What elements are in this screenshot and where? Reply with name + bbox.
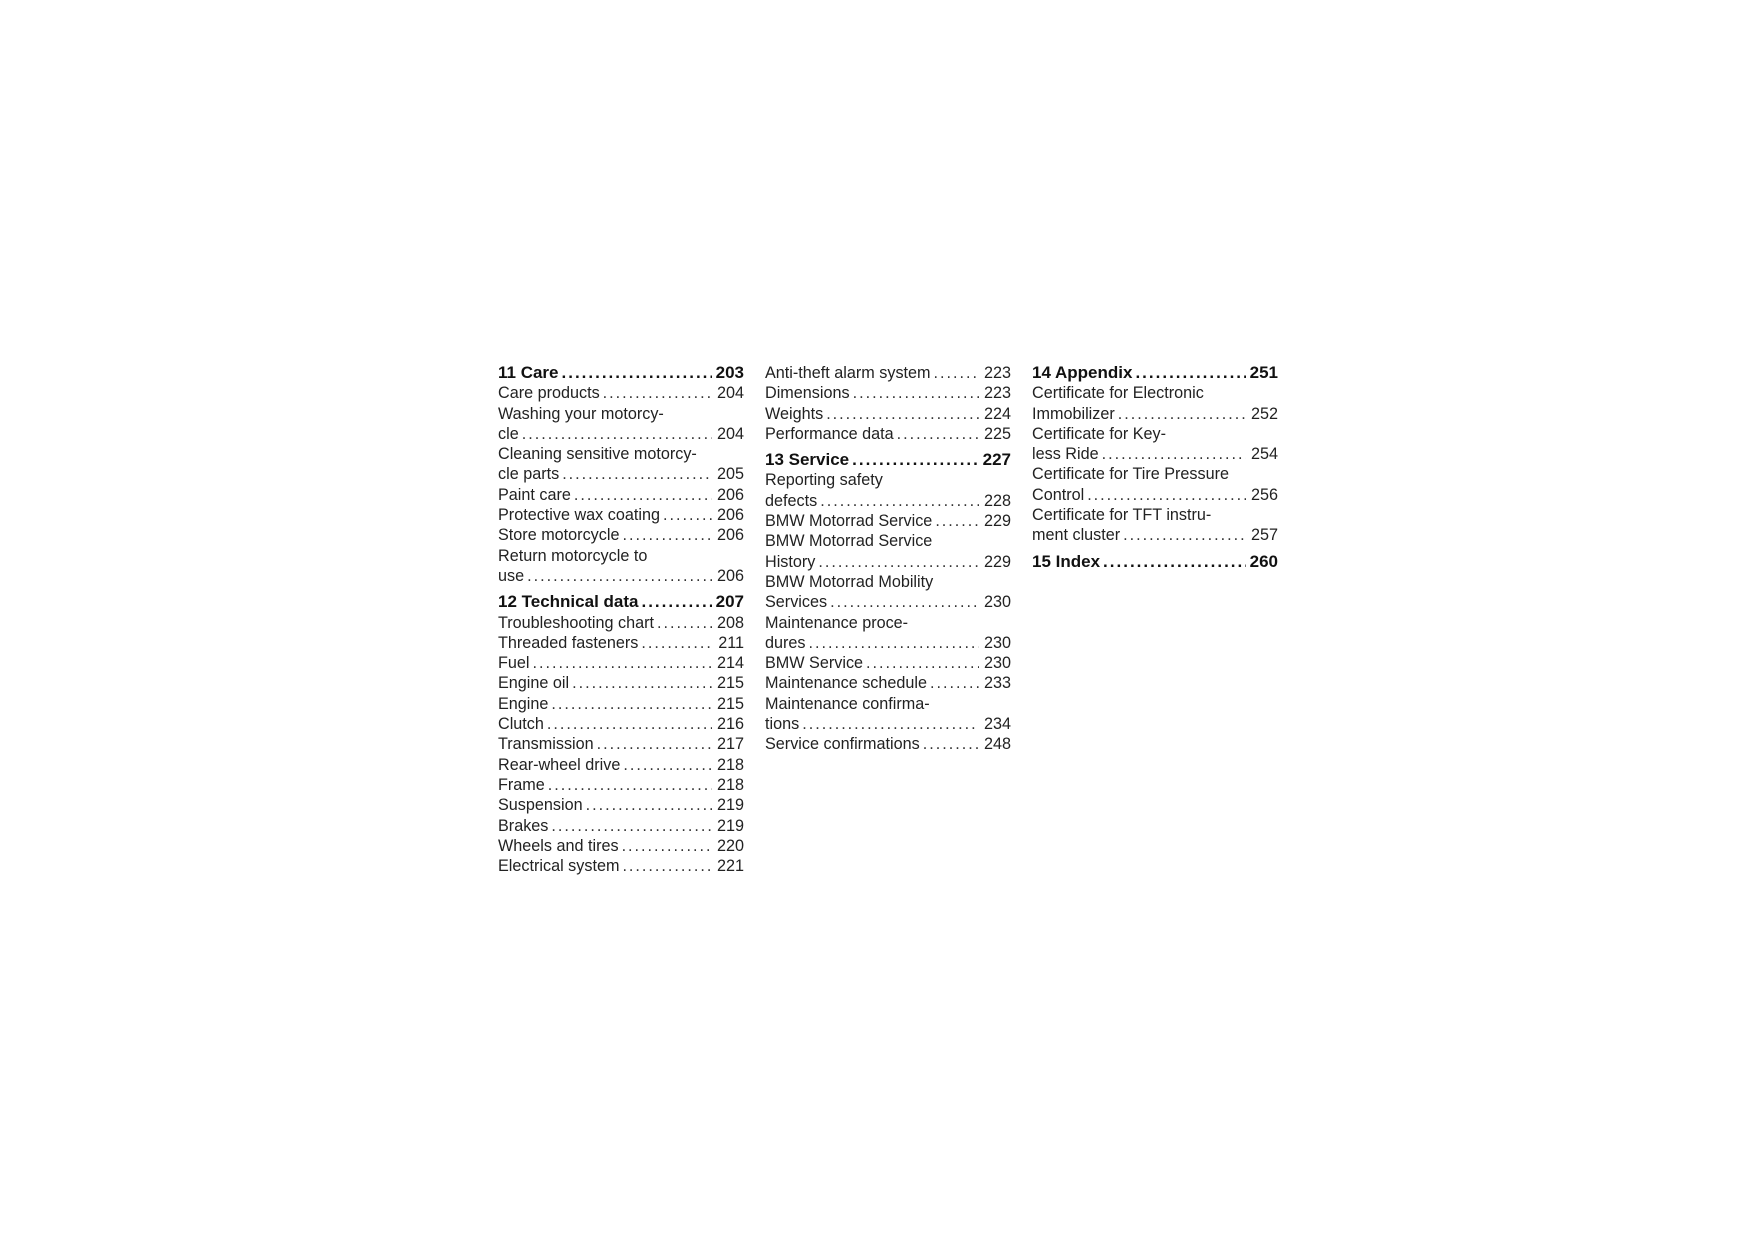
toc-entry-line: [1032, 525, 1278, 545]
toc-entry: [1032, 424, 1278, 465]
toc-page-number: 225: [983, 424, 1011, 443]
toc-entry-line: [765, 383, 1011, 403]
toc-entry-line: [765, 694, 1011, 714]
dot-leader: [533, 653, 713, 673]
dot-leader: [562, 363, 712, 383]
dot-leader: [572, 673, 712, 693]
toc-entry: [498, 505, 744, 525]
toc-entry: [765, 734, 1011, 754]
dot-leader: [622, 856, 712, 876]
toc-entry-title: Anti-theft alarm system: [765, 364, 931, 382]
toc-entry-line: [498, 856, 744, 876]
toc-entry-line: [1032, 485, 1278, 505]
toc-entry: [498, 383, 744, 403]
toc-entry-line: [765, 613, 1011, 633]
toc-entry-line: [498, 673, 744, 693]
toc-entry-title: Washing your motorcy-: [498, 404, 664, 423]
toc-entry: [765, 363, 1011, 383]
toc-page-number: 230: [983, 593, 1011, 612]
toc-entry-title: BMW Motorrad Service: [765, 532, 933, 551]
toc-page-number: 233: [983, 674, 1011, 693]
toc-page-number: 204: [716, 424, 744, 443]
dot-leader: [641, 633, 712, 653]
toc-entry: [765, 673, 1011, 693]
toc-entry-title: BMW Service: [765, 654, 864, 673]
toc-entry: [765, 404, 1011, 424]
toc-entry: [765, 424, 1011, 444]
toc-page-number: 205: [716, 465, 744, 484]
dot-leader: [1087, 485, 1246, 505]
toc-entry-line: [498, 592, 744, 612]
toc-page-number: 215: [716, 694, 744, 713]
dot-leader: [930, 673, 979, 693]
toc-page-number: 211: [718, 633, 744, 652]
toc-page-number: 251: [1249, 363, 1278, 382]
toc-page-number: 227: [982, 450, 1011, 470]
toc-entry-line: [765, 450, 1011, 470]
dot-leader: [923, 734, 979, 754]
toc-entry: [498, 653, 744, 673]
toc-entry-line: [765, 511, 1011, 531]
toc-entry-line: [498, 546, 744, 566]
dot-leader: [657, 613, 712, 633]
toc-entry: [498, 856, 744, 876]
dot-leader: [547, 714, 712, 734]
dot-leader: [522, 424, 712, 444]
toc-entry-line: [498, 694, 744, 714]
toc-chapter-heading: [1032, 552, 1278, 572]
toc-page-number: 217: [716, 735, 744, 754]
dot-leader: [820, 491, 979, 511]
toc-page-number: 223: [983, 364, 1011, 382]
toc-entry-line: [765, 404, 1011, 424]
toc-entry-title: Weights: [765, 404, 824, 423]
dot-leader: [853, 383, 979, 403]
toc-page-number: 206: [716, 485, 744, 504]
toc-entry-title: cle parts: [498, 465, 560, 484]
toc-entry-title: Maintenance proce-: [765, 613, 909, 632]
toc-entry-title: 13 Service: [765, 450, 850, 470]
toc-entry-title: tions: [765, 715, 800, 734]
toc-entry-line: [1032, 505, 1278, 525]
toc-entry-line: [498, 566, 744, 586]
toc-entry-line: [498, 633, 744, 653]
toc-entry-title: Protective wax coating: [498, 506, 660, 525]
toc-entry-line: [498, 734, 744, 754]
toc-entry-title: Engine: [498, 694, 549, 713]
toc-entry: [498, 836, 744, 856]
toc-page-number: 208: [716, 613, 744, 632]
toc-entry-title: Reporting safety: [765, 471, 883, 490]
dot-leader: [866, 653, 979, 673]
toc-entry-title: Care products: [498, 384, 600, 403]
dot-leader: [597, 734, 712, 754]
toc-chapter-heading: [498, 592, 744, 612]
toc-entry-line: [765, 633, 1011, 653]
toc-entry-title: Wheels and tires: [498, 836, 619, 855]
dot-leader: [1118, 404, 1246, 424]
toc-page-number: 216: [716, 715, 744, 734]
toc-entry-line: [498, 836, 744, 856]
toc-page-number: 230: [983, 633, 1011, 652]
toc-column-1: [498, 363, 744, 876]
toc-entry-line: [1032, 424, 1278, 444]
toc-entry-line: [498, 464, 744, 484]
toc-page-number: 252: [1250, 404, 1278, 423]
toc-entry-title: use: [498, 566, 525, 585]
dot-leader: [935, 511, 979, 531]
toc-entry-title: dures: [765, 633, 806, 652]
toc-page-number: 203: [715, 363, 744, 382]
toc-entry: [498, 485, 744, 505]
dot-leader: [622, 525, 712, 545]
toc-entry-title: Engine oil: [498, 674, 570, 693]
dot-leader: [548, 775, 712, 795]
toc-entry-title: BMW Motorrad Service: [765, 512, 933, 531]
toc-entry: [498, 613, 744, 633]
toc-page-number: 260: [1249, 551, 1278, 571]
toc-entry: [498, 525, 744, 545]
dot-leader: [818, 552, 979, 572]
toc-entry-title: less Ride: [1032, 445, 1099, 464]
toc-entry: [498, 775, 744, 795]
toc-entry-title: 14 Appendix: [1032, 363, 1133, 382]
toc-entry-title: cle: [498, 424, 519, 443]
toc-entry: [498, 734, 744, 754]
toc-entry-line: [498, 525, 744, 545]
toc-entry-line: [765, 572, 1011, 592]
toc-entry-line: [765, 673, 1011, 693]
toc-column-3: [1032, 363, 1278, 572]
toc-page-number: 228: [983, 491, 1011, 510]
toc-page-number: 204: [716, 384, 744, 403]
toc-entry: [498, 714, 744, 734]
toc-entry-title: Certificate for Electronic: [1032, 384, 1204, 403]
dot-leader: [562, 464, 712, 484]
toc-entry-line: [498, 485, 744, 505]
toc-entry: [498, 546, 744, 587]
toc-entry-title: Maintenance schedule: [765, 674, 927, 693]
toc-entry-line: [498, 795, 744, 815]
toc-entry: [498, 404, 744, 445]
toc-entry-title: History: [765, 552, 816, 571]
toc-entry-title: Maintenance confirma-: [765, 694, 930, 713]
toc-entry-title: Troubleshooting chart: [498, 613, 654, 632]
toc-entry-line: [765, 653, 1011, 673]
toc-entry: [498, 694, 744, 714]
dot-leader: [641, 592, 711, 612]
toc-entry-title: Frame: [498, 775, 545, 794]
toc-entry-title: 12 Technical data: [498, 592, 639, 612]
toc-entry-line: [1032, 404, 1278, 424]
toc-entry-title: Services: [765, 593, 828, 612]
toc-entry-title: Paint care: [498, 485, 571, 504]
dot-leader: [586, 795, 712, 815]
toc-entry-title: 15 Index: [1032, 551, 1101, 571]
toc-entry-title: Rear-wheel drive: [498, 755, 621, 774]
toc-entry-title: Threaded fasteners: [498, 633, 639, 652]
toc-page-number: 219: [716, 816, 744, 835]
toc-entry-title: ment cluster: [1032, 526, 1121, 545]
toc-chapter-heading: [1032, 363, 1278, 383]
toc-entry-title: Immobilizer: [1032, 404, 1115, 423]
toc-page-number: 206: [716, 566, 744, 585]
toc-entry: [498, 673, 744, 693]
toc-entry-line: [498, 424, 744, 444]
toc-entry-line: [765, 363, 1011, 383]
toc-page-number: 224: [983, 404, 1011, 423]
toc-page-number: 248: [983, 735, 1011, 754]
toc-entry-line: [498, 363, 744, 383]
dot-leader: [826, 404, 979, 424]
toc-entry: [765, 511, 1011, 531]
toc-entry: [498, 444, 744, 485]
toc-entry: [765, 613, 1011, 654]
dot-leader: [622, 836, 712, 856]
toc-entry: [1032, 383, 1278, 424]
toc-column-2: [765, 363, 1011, 755]
toc-entry-line: [498, 816, 744, 836]
toc-entry-title: Cleaning sensitive motorcy-: [498, 445, 697, 464]
toc-chapter-heading: [765, 450, 1011, 470]
dot-leader: [830, 592, 979, 612]
dot-leader: [1102, 444, 1246, 464]
dot-leader: [897, 424, 979, 444]
toc-entry: [1032, 505, 1278, 546]
toc-entry-line: [1032, 444, 1278, 464]
toc-entry-line: [1032, 464, 1278, 484]
toc-entry-title: Fuel: [498, 654, 530, 673]
dot-leader: [934, 363, 979, 383]
toc-entry-line: [765, 552, 1011, 572]
dot-leader: [623, 755, 712, 775]
toc-entry-title: BMW Motorrad Mobility: [765, 572, 934, 591]
toc-page-number: 257: [1250, 526, 1278, 545]
toc-entry-line: [498, 404, 744, 424]
toc-entry: [765, 572, 1011, 613]
dot-leader: [551, 694, 712, 714]
toc-page-number: 215: [716, 674, 744, 693]
toc-entry-title: Brakes: [498, 816, 549, 835]
toc-entry-line: [765, 491, 1011, 511]
toc-entry: [498, 633, 744, 653]
toc-page-number: 214: [716, 654, 744, 673]
toc-page-number: 230: [983, 654, 1011, 673]
toc-entry-title: Control: [1032, 485, 1085, 504]
dot-leader: [1135, 363, 1245, 383]
toc-page-number: 254: [1250, 445, 1278, 464]
toc-entry-line: [765, 424, 1011, 444]
toc-entry-title: Electrical system: [498, 857, 620, 876]
dot-leader: [574, 485, 712, 505]
toc-page-number: 223: [983, 384, 1011, 403]
toc-entry-line: [498, 775, 744, 795]
toc-entry: [765, 531, 1011, 572]
toc-entry: [765, 383, 1011, 403]
toc-entry-title: Certificate for TFT instru-: [1032, 506, 1212, 525]
toc-entry-title: Suspension: [498, 796, 583, 815]
toc-entry-title: Certificate for Tire Pressure: [1032, 465, 1230, 484]
toc-entry-line: [765, 734, 1011, 754]
toc-page-number: 207: [715, 592, 744, 612]
dot-leader: [852, 450, 978, 470]
toc-entry: [498, 795, 744, 815]
toc-entry-line: [498, 383, 744, 403]
toc-page-number: 206: [716, 506, 744, 525]
toc-entry-line: [498, 755, 744, 775]
toc-entry-title: Store motorcycle: [498, 526, 620, 545]
toc-entry-title: 11 Care: [498, 363, 559, 382]
toc-entry-line: [498, 444, 744, 464]
dot-leader: [809, 633, 980, 653]
toc-page-number: 218: [716, 775, 744, 794]
toc-entry-line: [765, 470, 1011, 490]
toc-page-number: 229: [983, 552, 1011, 571]
toc-page-number: 221: [716, 857, 744, 876]
toc-entry-title: Transmission: [498, 735, 594, 754]
toc-entry: [498, 755, 744, 775]
toc-entry-title: Clutch: [498, 715, 544, 734]
toc-entry-line: [1032, 363, 1278, 383]
toc-entry-title: Service confirmations: [765, 735, 920, 754]
toc-page-number: 256: [1250, 485, 1278, 504]
toc-entry-line: [498, 714, 744, 734]
dot-leader: [527, 566, 712, 586]
dot-leader: [603, 383, 712, 403]
dot-leader: [1123, 525, 1246, 545]
toc-entry: [498, 816, 744, 836]
dot-leader: [1103, 552, 1246, 572]
toc-entry-line: [765, 592, 1011, 612]
toc-entry-title: Return motorcycle to: [498, 546, 648, 565]
toc-chapter-heading: [498, 363, 744, 383]
toc-page-number: 218: [716, 755, 744, 774]
toc-page-number: 219: [716, 796, 744, 815]
dot-leader: [663, 505, 712, 525]
toc-entry-line: [765, 531, 1011, 551]
toc-entry-line: [765, 714, 1011, 734]
toc-page-number: 229: [983, 512, 1011, 531]
toc-entry-title: Dimensions: [765, 384, 850, 403]
toc-entry-line: [498, 613, 744, 633]
toc-entry-title: defects: [765, 491, 818, 510]
toc-entry-line: [498, 653, 744, 673]
toc-entry: [1032, 464, 1278, 505]
dot-leader: [551, 816, 712, 836]
toc-entry-line: [1032, 552, 1278, 572]
toc-page-number: 206: [716, 526, 744, 545]
toc-entry: [765, 694, 1011, 735]
toc-entry: [765, 653, 1011, 673]
toc-entry-title: Certificate for Key-: [1032, 424, 1167, 443]
toc-entry-line: [1032, 383, 1278, 403]
toc-page-number: 234: [983, 715, 1011, 734]
dot-leader: [802, 714, 979, 734]
toc-entry-title: Performance data: [765, 424, 894, 443]
toc-entry-line: [498, 505, 744, 525]
toc-page-number: 220: [716, 836, 744, 855]
toc-entry: [765, 470, 1011, 511]
